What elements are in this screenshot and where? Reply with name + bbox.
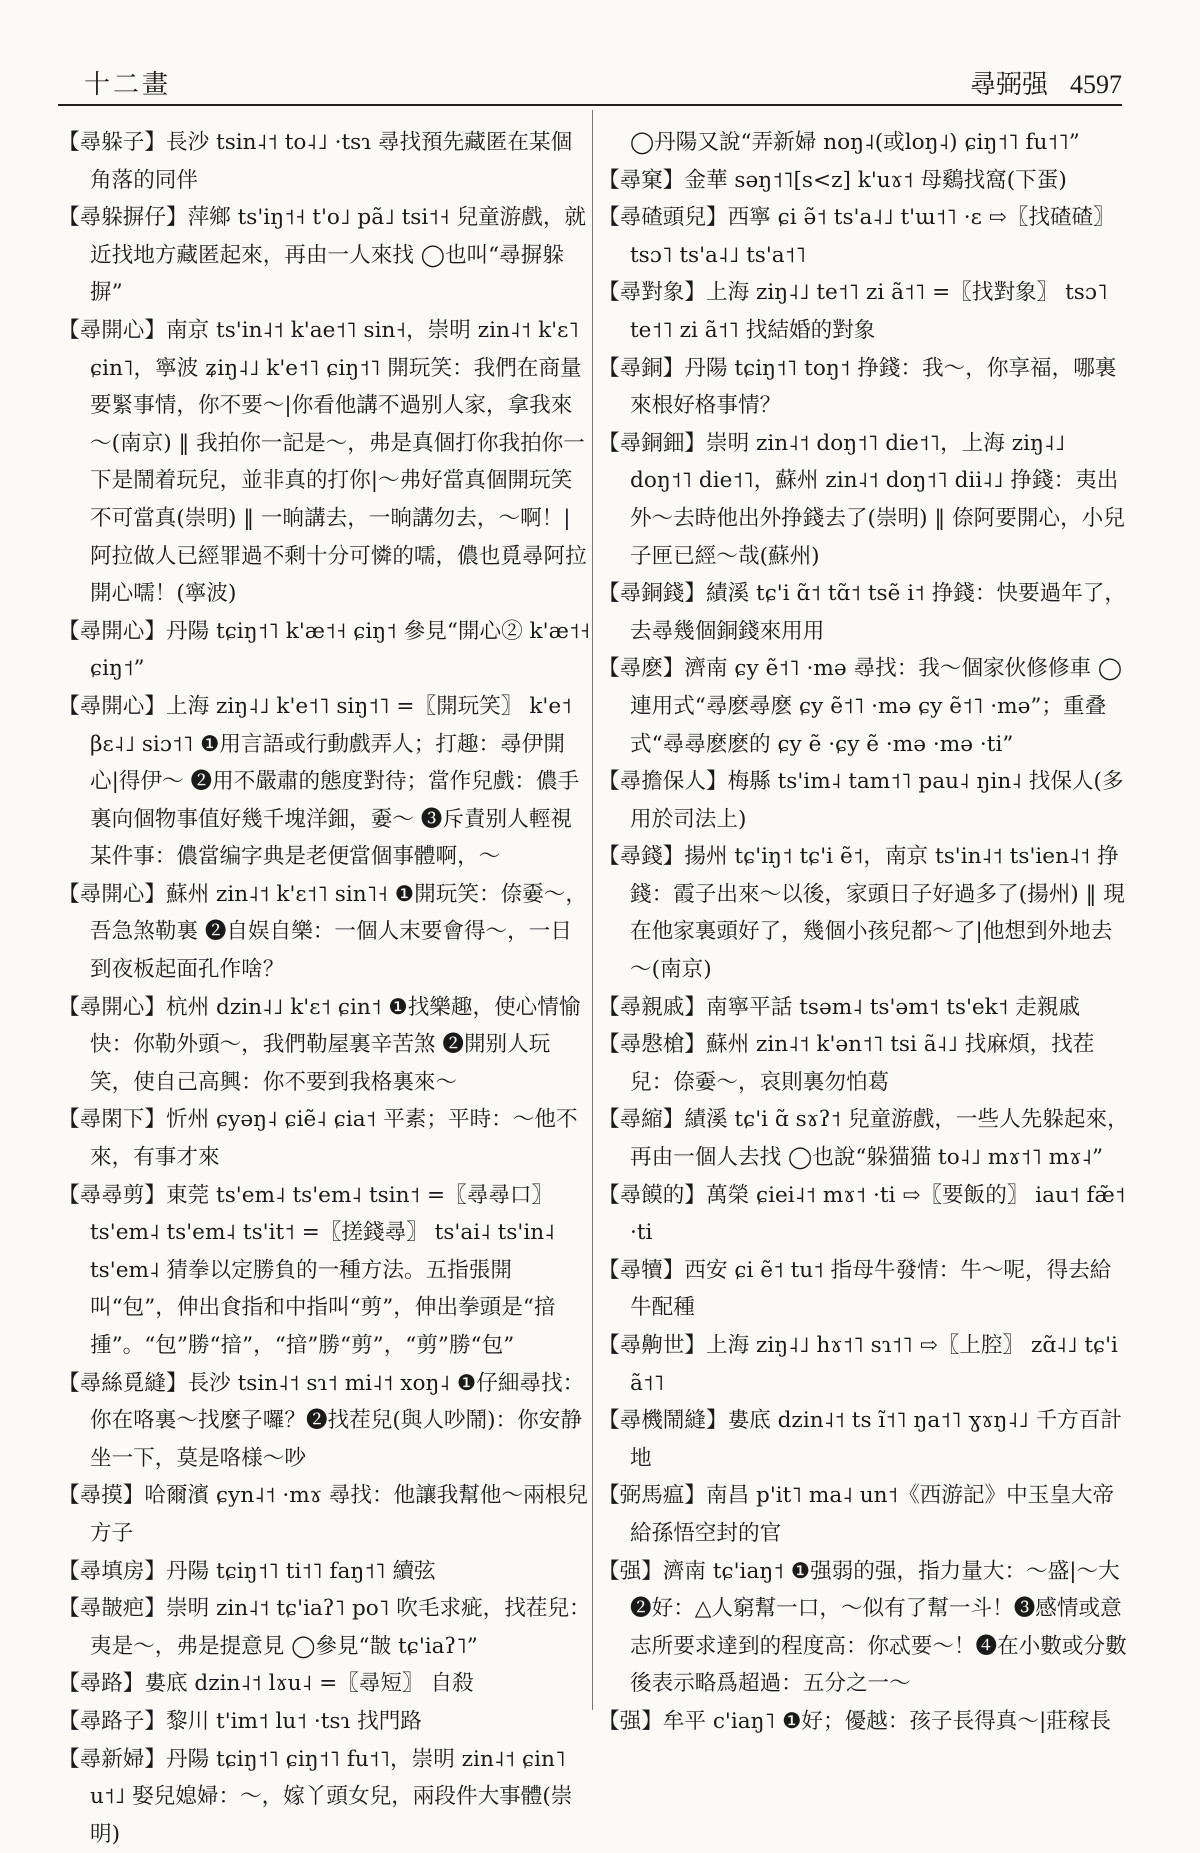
- dictionary-entry: 【尋錢】揚州 tɕ'iŋ˦ tɕ'i ẽ˦，南京 ts'in˨˦ ts'ien˨˦ 挣錢：霞子出來～以後，家頭日子好過多了(揚州) ‖ 現在他家裏頭好了，幾個小孩兒都～了|他想到外地去～(南京): [598, 844, 1125, 983]
- dictionary-entry: 【尋擔保人】梅縣 ts'im˨ tam˦˥ pau˨ ŋin˨ 找保人(多用於司法上): [598, 769, 1124, 832]
- dictionary-entry: 【尋麽】濟南 ɕy ẽ˦˥ ·mə 尋找：我～個家伙修修車 ◯連用式“尋麽尋麽 ɕy ẽ˦˥ ·mə ɕy ẽ˦˥ ·mə”；重叠式“尋尋麽麽的 ɕy ẽ ·ɕy ẽ ·mə ·mə ·ti”: [598, 656, 1123, 757]
- guide-characters: 尋弼强: [969, 70, 1048, 100]
- dictionary-entry: 【尋皵疤】崇明 zin˨˦ tɕ'iaʔ˥ po˥ 吹毛求疵，找茬兒：夷是～，弗是提意見 ◯參見“皵 tɕ'iaʔ˥”: [58, 1596, 591, 1659]
- dictionary-entry: 【弼馬瘟】南昌 p'it˥ ma˨ un˦《西游記》中玉皇大帝給孫悟空封的官: [598, 1483, 1115, 1546]
- running-head: [970, 64, 1122, 101]
- left-column: [58, 124, 592, 1847]
- dictionary-entry: 【尋開心】杭州 dzin˨˩ k'ɛ˦ ɕin˦ ❶找樂趣，使心情愉快：你勒外頭～，我們勒屋裏辛苦煞 ❷開别人玩笑，使自己高興：你不要到我格裏來～: [58, 994, 581, 1095]
- dictionary-entry: 【尋絲覓縫】長沙 tsin˨˦ sɿ˦ mi˨˦ xoŋ˨ ❶仔細尋找：你在咯裏～找麼子囉？❷找茬兒(與人吵鬧)：你安静坐一下，莫是咯様～吵: [58, 1370, 585, 1471]
- dictionary-entry: 【尋路子】黎川 t'im˦ lu˦ ·tsɿ 找門路: [58, 1708, 422, 1734]
- page-number: 4597: [1070, 70, 1122, 99]
- dictionary-entry: 【尋開心】丹陽 tɕiŋ˦˥ k'æ˦˧ ɕiŋ˦ 參見“開心② k'æ˦˧ ɕiŋ˦”: [58, 618, 591, 682]
- column-divider: [592, 110, 593, 1710]
- dictionary-entry: 【尋碴頭兒】西寧 ɕi ə̃˦ ts'a˨˩ t'ɯ˦˥ ·ɛ ⇨〖找碴碴〗 tsɔ˥ ts'a˨˩ ts'a˦˥: [598, 205, 1115, 268]
- dictionary-entry: 【尋新婦】丹陽 tɕiŋ˦˥ ɕiŋ˦˥ fu˦˥，崇明 zin˨˦ ɕin˥ u˦˩ 娶兒媳婦：～，嫁丫頭女兒，兩段件大事體(崇明): [58, 1746, 573, 1847]
- dictionary-entry: 【尋躲子】長沙 tsin˨˦ to˨˩ ·tsɿ 尋找預先藏匿在某個角落的同伴: [58, 130, 573, 193]
- dictionary-entry: 【尋填房】丹陽 tɕiŋ˦˥ ti˦˥ faŋ˦˥ 續弦: [58, 1558, 436, 1584]
- dictionary-entry: ◯丹陽又說“弄新婦 noŋ˨(或loŋ˨) ɕiŋ˦˥ fu˦˥”: [630, 130, 1080, 155]
- right-column: [598, 124, 1132, 1734]
- dictionary-entry: 【尋窠】金華 səŋ˦˥[s<z] k'uɤ˦ 母鷄找窩(下蛋): [598, 167, 1067, 193]
- dictionary-entry: 【尋開心】南京 ts'in˨˦ k'ae˦˥ sin˧，崇明 zin˨˦ k'ɛ˥ ɕin˥，寧波 ʑiŋ˨˩ k'e˦˥ ɕiŋ˦˥ 開玩笑：我們在商量要緊事情，你不要～|你看他講不過别人家，拿我來～(南京) ‖ 我拍你一記是～，弗是真個打你我拍你一下是鬧着玩兒，並非真的打你|～弗好當真個開玩笑不可當真(崇明) ‖ 一晌講去，一晌講勿去，～啊！|阿拉做人已經罪過不剩十分可憐的嚅，儂也覓尋阿拉開心嚅！(寧波): [58, 317, 587, 607]
- dictionary-entry: 【尋犢】西安 ɕi ẽ˦ tu˦ 指母牛發情：牛～呢，得去給牛配種: [598, 1257, 1112, 1321]
- section-label: 十二畫: [84, 70, 172, 100]
- dictionary-entry: 【尋饃的】萬榮 ɕiei˨˦ mɤ˦ ·ti ⇨〖要飯的〗 iau˦ fæ̃˦ ·ti: [598, 1182, 1126, 1246]
- dictionary-entry: 【尋躲摒仔】萍鄉 ts'iŋ˦˧ t'o˩ pã˩ tsi˦˧ 兒童游戲，就近找地方藏匿起來，再由一人來找 ◯也叫“尋摒躲摒”: [58, 205, 587, 306]
- dictionary-entry: 【尋齁世】上海 ziŋ˨˩ hɤ˦˥ sɿ˦˥ ⇨〖上腔〗 zɑ̃˨˩ tɕ'i ã˦˥: [598, 1333, 1118, 1396]
- dictionary-entry: 【尋開心】上海 ziŋ˨˩ k'e˦˥ siŋ˦˥ =〖開玩笑〗 k'e˦ βɛ˨˩ siɔ˦˥ ❶用言語或行動戲弄人；打趣：尋伊開心|得伊～ ❷用不嚴肅的態度對待；當作兒戲：儂手裏向個物事值好幾千塊洋鈿，嫑～ ❸斥責别人輕視某件事：儂當编字典是老便當個事體啊，～: [58, 693, 580, 870]
- dictionary-entry: 【尋親戚】南寧平話 tsəm˨ ts'əm˦ ts'ek˦ 走親戚: [598, 994, 1081, 1020]
- dictionary-entry: 【尋機鬧縫】婁底 dzin˨˦ ts ĩ˦˥ ŋa˦˥ ɣɤŋ˨˩ 千方百計地: [598, 1408, 1122, 1471]
- dictionary-entry: 【尋摸】哈爾濱 ɕyn˨˦ ·mɤ 尋找：他讓我幫他～兩根兒方子: [58, 1483, 588, 1546]
- dictionary-entry: 【尋銅鈿】崇明 zin˨˦ doŋ˦˥ die˦˥，上海 ziŋ˨˩ doŋ˦˥ die˦˥，蘇州 zin˨˦ doŋ˦˥ dii˨˩ 挣錢：夷出外～去時他出外挣錢去了(崇明) ‖ 倷阿要開心，小兒子匣已經～哉(蘇州): [598, 430, 1125, 569]
- dictionary-entry: 【尋路】婁底 dzin˨˦ lɤu˨ =〖尋短〗 自殺: [58, 1671, 474, 1697]
- dictionary-entry: 【强】牟平 c'iaŋ˥ ❶好；優越：孩子長得真～|莊稼長: [598, 1708, 1112, 1734]
- page-header: [58, 58, 1122, 106]
- dictionary-entry: 【尋縮】績溪 tɕ'i ɑ̃ sɤʔ˦ 兒童游戲，一些人先躲起來，再由一個人去找 ◯也說“躲猫猫 to˨˩ mɤ˦˥ mɤ˨”: [598, 1107, 1129, 1171]
- dictionary-entry: 【尋尋剪】東莞 ts'em˨ ts'em˨ tsin˦ =〖尋尋口〗 ts'em˨ ts'em˨ ts'it˦ =〖搓錢尋〗 ts'ai˨ ts'in˨ ts'em˨ 猜拳以定勝負的一種方法。五指張開叫“包”，伸出食指和中指叫“剪”，伸出拳頭是“揞揰”。“包”勝“揞”，“揞”勝“剪”，“剪”勝“包”: [58, 1182, 556, 1358]
- dictionary-entry: 【尋開心】蘇州 zin˨˦ k'ɛ˦˥ sin˥˧ ❶開玩笑：倷嫑～，吾急煞勒裏 ❷自娱自樂：一個人末要會得～，一日到夜板起面孔作啥？: [58, 881, 587, 983]
- dictionary-entry: 【尋閑下】忻州 ɕyəŋ˨ ɕiẽ˨ ɕia˦ 平素；平時：～他不來，有事才來: [58, 1107, 578, 1171]
- dictionary-entry: 【尋慇槍】蘇州 zin˨˦ k'ən˦˥ tsi ã˨˩ 找麻煩，找茬兒：倷嫑～，哀則裏勿怕葛: [598, 1032, 1095, 1095]
- dictionary-entry: 【尋銅】丹陽 tɕiŋ˦˥ toŋ˦ 挣錢：我～，你享福，哪裏來根好格事情？: [598, 355, 1117, 419]
- dictionary-entry: 【尋對象】上海 ziŋ˨˩ te˦˥ zi ã˦˥ =〖找對象〗 tsɔ˥ te˦˥ zi ã˦˥ 找結婚的對象: [598, 280, 1108, 343]
- dictionary-entry: 【强】濟南 tɕ'iaŋ˦ ❶强弱的强，指力量大：～盛|～大 ❷好：△人窮幫一口，～似有了幫一斗！❸感情或意志所要求達到的程度高：你忒要～！❹在小數或分數後表示略爲超過：五分之一～: [598, 1558, 1127, 1697]
- dictionary-entry: 【尋銅錢】績溪 tɕ'i ɑ̃˦ tɑ̃˦ tsẽ i˦ 挣錢：快要過年了，去尋幾個銅錢來用用: [598, 581, 1127, 644]
